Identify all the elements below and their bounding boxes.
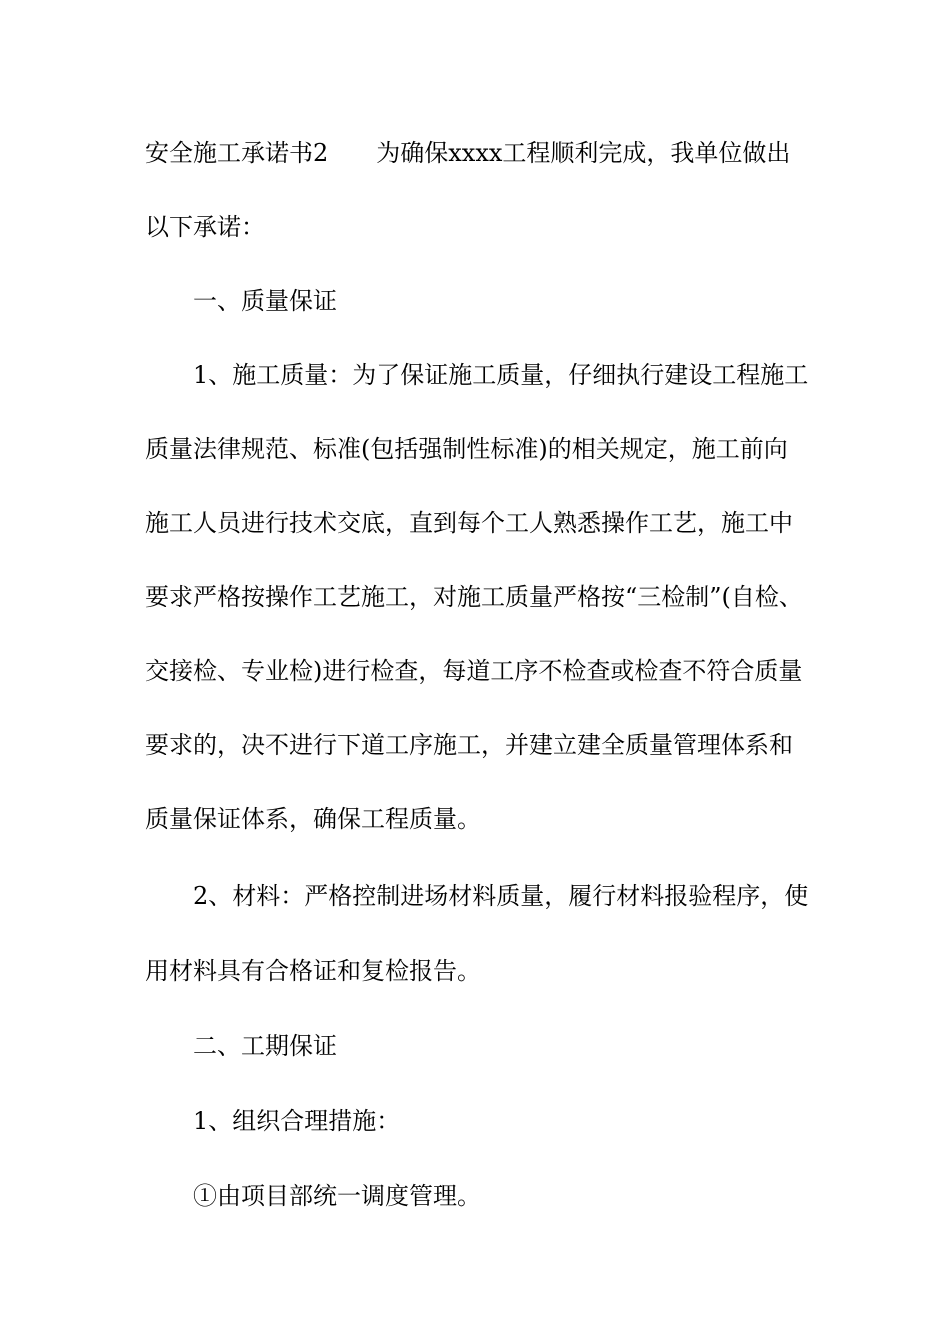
paragraph-line-11: 2、材料：严格控制进场材料质量，履行材料报验程序，使 bbox=[193, 882, 809, 910]
section-heading-schedule: 二、工期保证 bbox=[193, 1032, 337, 1060]
paragraph-line-1: 安全施工承诺书2 为确保xxxx工程顺利完成，我单位做出 bbox=[145, 139, 791, 167]
paragraph-line-15: ①由项目部统一调度管理。 bbox=[193, 1182, 481, 1210]
paragraph-line-10: 质量保证体系，确保工程质量。 bbox=[145, 805, 481, 833]
paragraph-line-6: 施工人员进行技术交底，直到每个工人熟悉操作工艺，施工中 bbox=[145, 509, 793, 537]
paragraph-line-14: 1、组织合理措施： bbox=[193, 1107, 401, 1135]
paragraph-line-12: 用材料具有合格证和复检报告。 bbox=[145, 957, 481, 985]
paragraph-line-2: 以下承诺： bbox=[145, 213, 265, 241]
paragraph-line-9: 要求的，决不进行下道工序施工，并建立建全质量管理体系和 bbox=[145, 731, 793, 759]
paragraph-line-4: 1、施工质量：为了保证施工质量，仔细执行建设工程施工 bbox=[193, 361, 809, 389]
paragraph-line-8: 交接检、专业检)进行检查，每道工序不检查或检查不符合质量 bbox=[145, 657, 803, 685]
paragraph-line-7: 要求严格按操作工艺施工，对施工质量严格按“三检制”(自检、 bbox=[145, 583, 803, 611]
paragraph-line-5: 质量法律规范、标准(包括强制性标准)的相关规定，施工前向 bbox=[145, 435, 788, 463]
section-heading-quality: 一、质量保证 bbox=[193, 287, 337, 315]
